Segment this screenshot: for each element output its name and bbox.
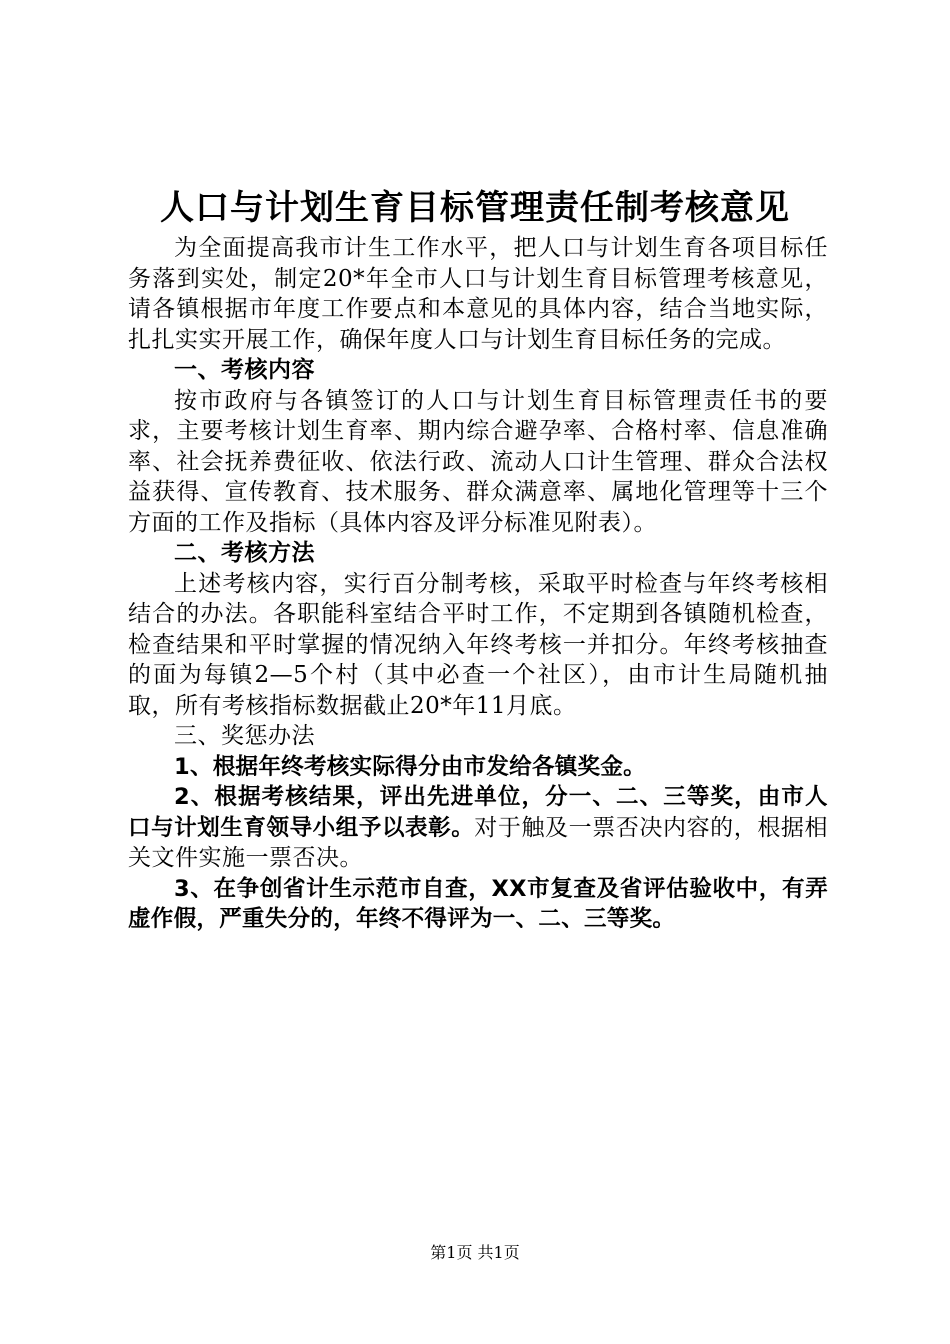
reward-item-2-rest: 对于触及一票否决内容的，根据相关文件实施一票否决。 [128,814,828,871]
reward-item-1: 1、根据年终考核实际得分由市发给各镇奖金。 [174,753,646,780]
section-content-paragraph: 按市政府与各镇签订的人口与计划生育目标管理责任书的要求，主要考核计划生育率、期内综合避孕率、合格村率、信息准确率、社会抚养费征收、依法行政、流动人口计生管理、群众合法权益获得、宣传教育、技术服务、群众满意率、属地化管理等十三个方面的工作及指标（具体内容及评分标准见附表）。 [128,387,828,536]
intro-paragraph: 为全面提高我市计生工作水平，把人口与计划生育各项目标任务落到实处，制定20*年全市人口与计划生育目标管理考核意见，请各镇根据市年度工作要点和本意见的具体内容，结合当地实际，扎扎实实开展工作，确保年度人口与计划生育目标任务的完成。 [128,235,828,353]
section-heading-method: 二、考核方法 [174,540,315,566]
section-method-paragraph: 上述考核内容，实行百分制考核，采取平时检查与年终考核相结合的办法。各职能科室结合平时工作，不定期到各镇随机检查，检查结果和平时掌握的情况纳入年终考核一并扣分。年终考核抽查的面为每镇2—5个村（其中必查一个社区），由市计生局随机抽取，所有考核指标数据截止20*年11月底。 [128,570,828,719]
document-title: 人口与计划生育目标管理责任制考核意见 [160,188,790,228]
section-heading-rewards: 三、奖惩办法 [174,723,315,749]
document-body [128,233,828,935]
reward-item-2-bold: 2、根据考核结果，评出先进单位，分一、二、三等奖，由市人口与计划生育领导小组予以表彰。 [128,784,828,841]
section-heading-content: 一、考核内容 [174,357,315,383]
page-footer: 第1页 共1页 [430,1243,520,1262]
reward-item-3: 3、在争创省计生示范市自查，XX市复查及省评估验收中，有弄虚作假，严重失分的，年终不得评为一、二、三等奖。 [128,875,828,932]
reward-item-2 [128,782,828,874]
